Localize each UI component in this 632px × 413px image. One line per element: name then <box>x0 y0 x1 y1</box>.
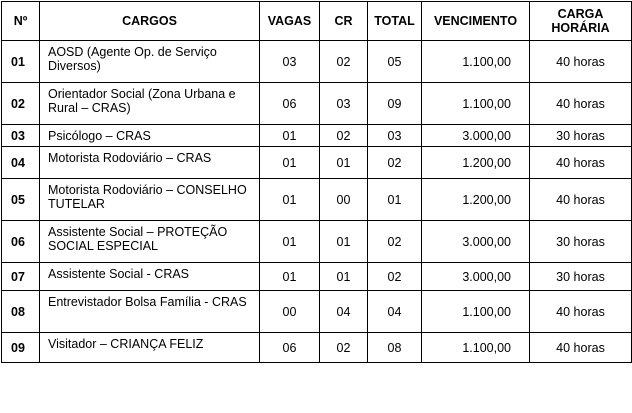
cr-cell: 02 <box>320 333 368 363</box>
positions-table <box>1 1 632 363</box>
cr-cell: 03 <box>320 83 368 125</box>
vagas-cell: 00 <box>260 291 320 333</box>
vencimento-cell: 3.000,00 <box>422 263 530 291</box>
total-cell: 08 <box>368 333 422 363</box>
vencimento-cell: 1.100,00 <box>422 83 530 125</box>
cr-cell: 01 <box>320 263 368 291</box>
total-cell: 03 <box>368 125 422 147</box>
header-num: Nº <box>2 2 40 41</box>
header-carga-line2: HORÁRIA <box>551 21 610 35</box>
vencimento-cell: 3.000,00 <box>422 125 530 147</box>
carga-horaria-cell: 40 horas <box>530 333 632 363</box>
carga-horaria-cell: 40 horas <box>530 179 632 221</box>
cargo-cell: Visitador – CRIANÇA FELIZ <box>40 333 260 363</box>
vagas-cell: 01 <box>260 179 320 221</box>
table-row <box>2 41 632 83</box>
header-total: TOTAL <box>368 2 422 41</box>
cr-cell: 00 <box>320 179 368 221</box>
vencimento-cell: 3.000,00 <box>422 221 530 263</box>
vagas-cell: 01 <box>260 125 320 147</box>
header-carga-line1: CARGA <box>557 7 604 21</box>
total-cell: 04 <box>368 291 422 333</box>
vencimento-cell: 1.200,00 <box>422 179 530 221</box>
cargo-cell: Motorista Rodoviário – CONSELHO TUTELAR <box>40 179 260 221</box>
cargo-cell: AOSD (Agente Op. de Serviço Diversos) <box>40 41 260 83</box>
header-cr: CR <box>320 2 368 41</box>
table-row <box>2 333 632 363</box>
row-number: 06 <box>2 221 40 263</box>
cargo-cell: Psicólogo – CRAS <box>40 125 260 147</box>
vagas-cell: 03 <box>260 41 320 83</box>
cr-cell: 04 <box>320 291 368 333</box>
row-number: 05 <box>2 179 40 221</box>
row-number: 02 <box>2 83 40 125</box>
cargo-cell: Entrevistador Bolsa Família - CRAS <box>40 291 260 333</box>
cargo-cell: Motorista Rodoviário – CRAS <box>40 147 260 179</box>
row-number: 07 <box>2 263 40 291</box>
header-carga-horaria <box>530 2 632 41</box>
cargo-cell: Assistente Social – PROTEÇÃO SOCIAL ESPECIAL <box>40 221 260 263</box>
cargo-cell: Orientador Social (Zona Urbana e Rural – CRAS) <box>40 83 260 125</box>
vencimento-cell: 1.100,00 <box>422 291 530 333</box>
header-vencimento: VENCIMENTO <box>422 2 530 41</box>
carga-horaria-cell: 30 horas <box>530 125 632 147</box>
vagas-cell: 06 <box>260 83 320 125</box>
header-cargos: CARGOS <box>40 2 260 41</box>
total-cell: 01 <box>368 179 422 221</box>
total-cell: 09 <box>368 83 422 125</box>
carga-horaria-cell: 40 horas <box>530 83 632 125</box>
table-row <box>2 291 632 333</box>
row-number: 08 <box>2 291 40 333</box>
vagas-cell: 01 <box>260 147 320 179</box>
carga-horaria-cell: 30 horas <box>530 263 632 291</box>
vagas-cell: 01 <box>260 263 320 291</box>
header-vagas: VAGAS <box>260 2 320 41</box>
vencimento-cell: 1.100,00 <box>422 333 530 363</box>
row-number: 01 <box>2 41 40 83</box>
total-cell: 02 <box>368 263 422 291</box>
table-row <box>2 263 632 291</box>
total-cell: 05 <box>368 41 422 83</box>
cr-cell: 01 <box>320 147 368 179</box>
vencimento-cell: 1.200,00 <box>422 147 530 179</box>
carga-horaria-cell: 40 horas <box>530 147 632 179</box>
row-number: 03 <box>2 125 40 147</box>
vencimento-cell: 1.100,00 <box>422 41 530 83</box>
vagas-cell: 01 <box>260 221 320 263</box>
table-row <box>2 147 632 179</box>
cr-cell: 02 <box>320 125 368 147</box>
header-row <box>2 2 632 41</box>
carga-horaria-cell: 30 horas <box>530 221 632 263</box>
carga-horaria-cell: 40 horas <box>530 291 632 333</box>
row-number: 04 <box>2 147 40 179</box>
cr-cell: 02 <box>320 41 368 83</box>
total-cell: 02 <box>368 221 422 263</box>
total-cell: 02 <box>368 147 422 179</box>
table-row <box>2 125 632 147</box>
table-row <box>2 221 632 263</box>
cr-cell: 01 <box>320 221 368 263</box>
table-row <box>2 179 632 221</box>
row-number: 09 <box>2 333 40 363</box>
vagas-cell: 06 <box>260 333 320 363</box>
carga-horaria-cell: 40 horas <box>530 41 632 83</box>
table-row <box>2 83 632 125</box>
cargo-cell: Assistente Social - CRAS <box>40 263 260 291</box>
